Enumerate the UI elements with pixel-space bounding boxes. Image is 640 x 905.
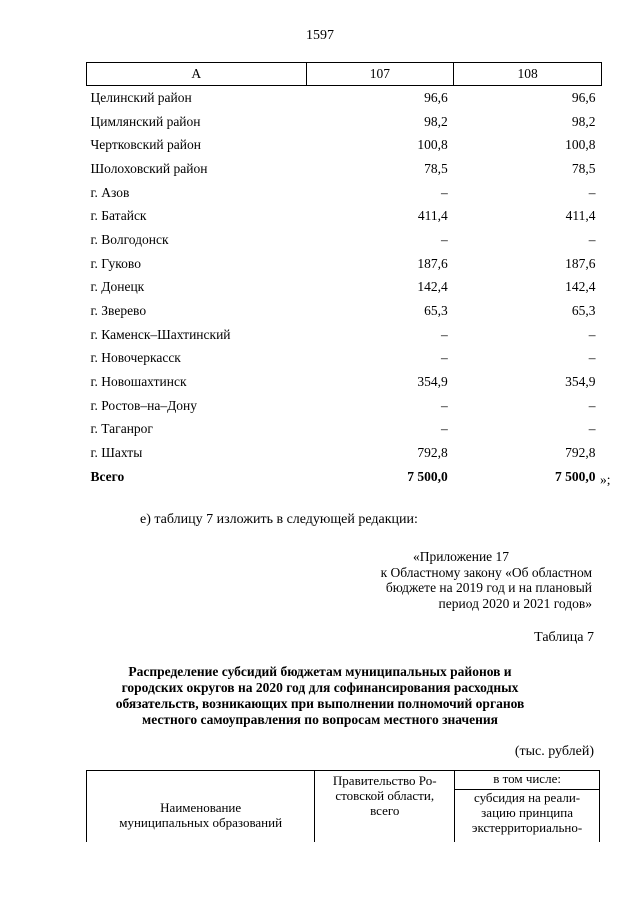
table-row (87, 370, 602, 394)
value-cell: 187,6 (417, 255, 448, 271)
header-municipalities (87, 771, 315, 843)
municipality-cell: г. Новошахтинск (90, 374, 187, 390)
municipality-cell: г. Шахты (90, 445, 143, 461)
closing-quote-mark: »; (600, 472, 611, 487)
table-row (87, 204, 602, 228)
table-body (87, 86, 602, 489)
value-cell: 98,2 (424, 113, 448, 129)
appendix-line: «Приложение 17 (412, 549, 510, 564)
units-label: (тыс. рублей) (514, 744, 594, 759)
subsidy-table-header (86, 770, 600, 842)
value-cell: 411,4 (417, 208, 448, 224)
value-cell: 100,8 (417, 137, 448, 153)
data-table (86, 62, 602, 489)
municipality-cell: Шолоховский район (90, 160, 208, 176)
value-cell: – (441, 421, 448, 437)
appendix-reference (330, 549, 592, 611)
page-number: 1597 (306, 28, 334, 43)
table-label: Таблица 7 (534, 630, 594, 645)
header-text: зацию принципа (481, 805, 573, 820)
municipality-cell: г. Донецк (90, 279, 145, 295)
value-cell: 792,8 (417, 445, 448, 461)
table-row (87, 394, 602, 418)
table-row (87, 347, 602, 371)
value-cell: 354,9 (417, 374, 448, 390)
column-header-108: 108 (454, 63, 602, 86)
table-row (87, 181, 602, 205)
table-row (87, 323, 602, 347)
table-row (87, 276, 602, 300)
table-row (87, 133, 602, 157)
table-row (87, 157, 602, 181)
value-cell: 96,6 (571, 89, 596, 105)
header-text: экстерриториально- (471, 820, 583, 835)
municipality-cell: Чертковский район (90, 137, 201, 153)
value-cell: 7 500,0 (555, 468, 596, 484)
value-cell: 187,6 (565, 255, 596, 271)
value-cell: – (441, 231, 448, 247)
municipality-cell: г. Таганрог (90, 421, 153, 437)
municipality-cell: г. Новочеркасск (90, 350, 181, 366)
column-header-107: 107 (306, 63, 454, 86)
municipality-cell: г. Азов (90, 184, 130, 200)
value-cell: 792,8 (565, 445, 596, 461)
heading-line: Распределение субсидий бюджетам муниципальных районов и (128, 664, 512, 679)
header-subsidy-extraterritorial (455, 790, 600, 843)
total-row (87, 465, 602, 489)
value-cell: 354,9 (565, 374, 596, 390)
header-text: стовской области, (335, 788, 435, 803)
table-header-row (87, 63, 602, 86)
appendix-line: бюджете на 2019 год и на плановый (385, 580, 592, 595)
municipality-cell: г. Каменск–Шахтинский (90, 326, 231, 342)
municipality-cell: г. Волгодонск (90, 231, 169, 247)
table-row (87, 252, 602, 276)
table-row (87, 228, 602, 252)
heading-line: обязательств, возникающих при выполнении полномочий органов (115, 696, 525, 711)
value-cell: 65,3 (424, 303, 448, 319)
table-row (87, 418, 602, 442)
table-row (87, 110, 602, 134)
municipality-cell: Целинский район (90, 89, 192, 105)
header-text: Правительство Ро- (332, 773, 437, 788)
value-cell: – (588, 350, 596, 366)
value-cell: 78,5 (424, 160, 448, 176)
value-cell: – (588, 421, 596, 437)
header-text: муниципальных образований (119, 814, 283, 830)
heading-line: местного самоуправления по вопросам местного значения (142, 712, 498, 727)
appendix-line: к Областному закону «Об областном (380, 564, 592, 580)
municipality-cell: Всего (90, 468, 125, 484)
value-cell: 142,4 (417, 279, 448, 295)
value-cell: – (441, 350, 448, 366)
value-cell: – (588, 397, 596, 413)
table-heading (60, 664, 580, 728)
table-row (87, 441, 602, 465)
header-text: всего (370, 803, 400, 818)
table-row (87, 299, 602, 323)
value-cell: 142,4 (565, 279, 596, 295)
value-cell: – (588, 326, 596, 342)
value-cell: 7 500,0 (407, 468, 448, 484)
value-cell: 411,4 (565, 208, 596, 224)
value-cell: 65,3 (571, 303, 596, 319)
instruction-text: е) таблицу 7 изложить в следующей редакции: (140, 512, 418, 527)
header-including: в том числе: (455, 771, 600, 790)
value-cell: – (588, 184, 596, 200)
municipality-cell: г. Батайск (90, 208, 147, 224)
value-cell: 98,2 (571, 113, 596, 129)
table-row (87, 86, 602, 110)
municipality-cell: г. Гуково (90, 255, 141, 271)
municipality-cell: г. Зверево (90, 303, 147, 319)
municipality-cell: г. Ростов–на–Дону (90, 397, 198, 413)
header-text: Наименование (160, 799, 242, 815)
value-cell: – (588, 231, 596, 247)
municipality-cell: Цимлянский район (90, 113, 201, 129)
value-cell: 96,6 (424, 89, 448, 105)
appendix-line: период 2020 и 2021 годов» (438, 595, 592, 611)
column-header-name: А (87, 63, 307, 86)
value-cell: 78,5 (571, 160, 596, 176)
header-text: субсидия на реали- (474, 790, 581, 805)
value-cell: 100,8 (565, 137, 596, 153)
heading-line: городских округов на 2020 год для софинансирования расходных (121, 680, 519, 695)
value-cell: – (441, 397, 448, 413)
value-cell: – (441, 184, 448, 200)
header-government-total (315, 771, 455, 843)
value-cell: – (441, 326, 448, 342)
